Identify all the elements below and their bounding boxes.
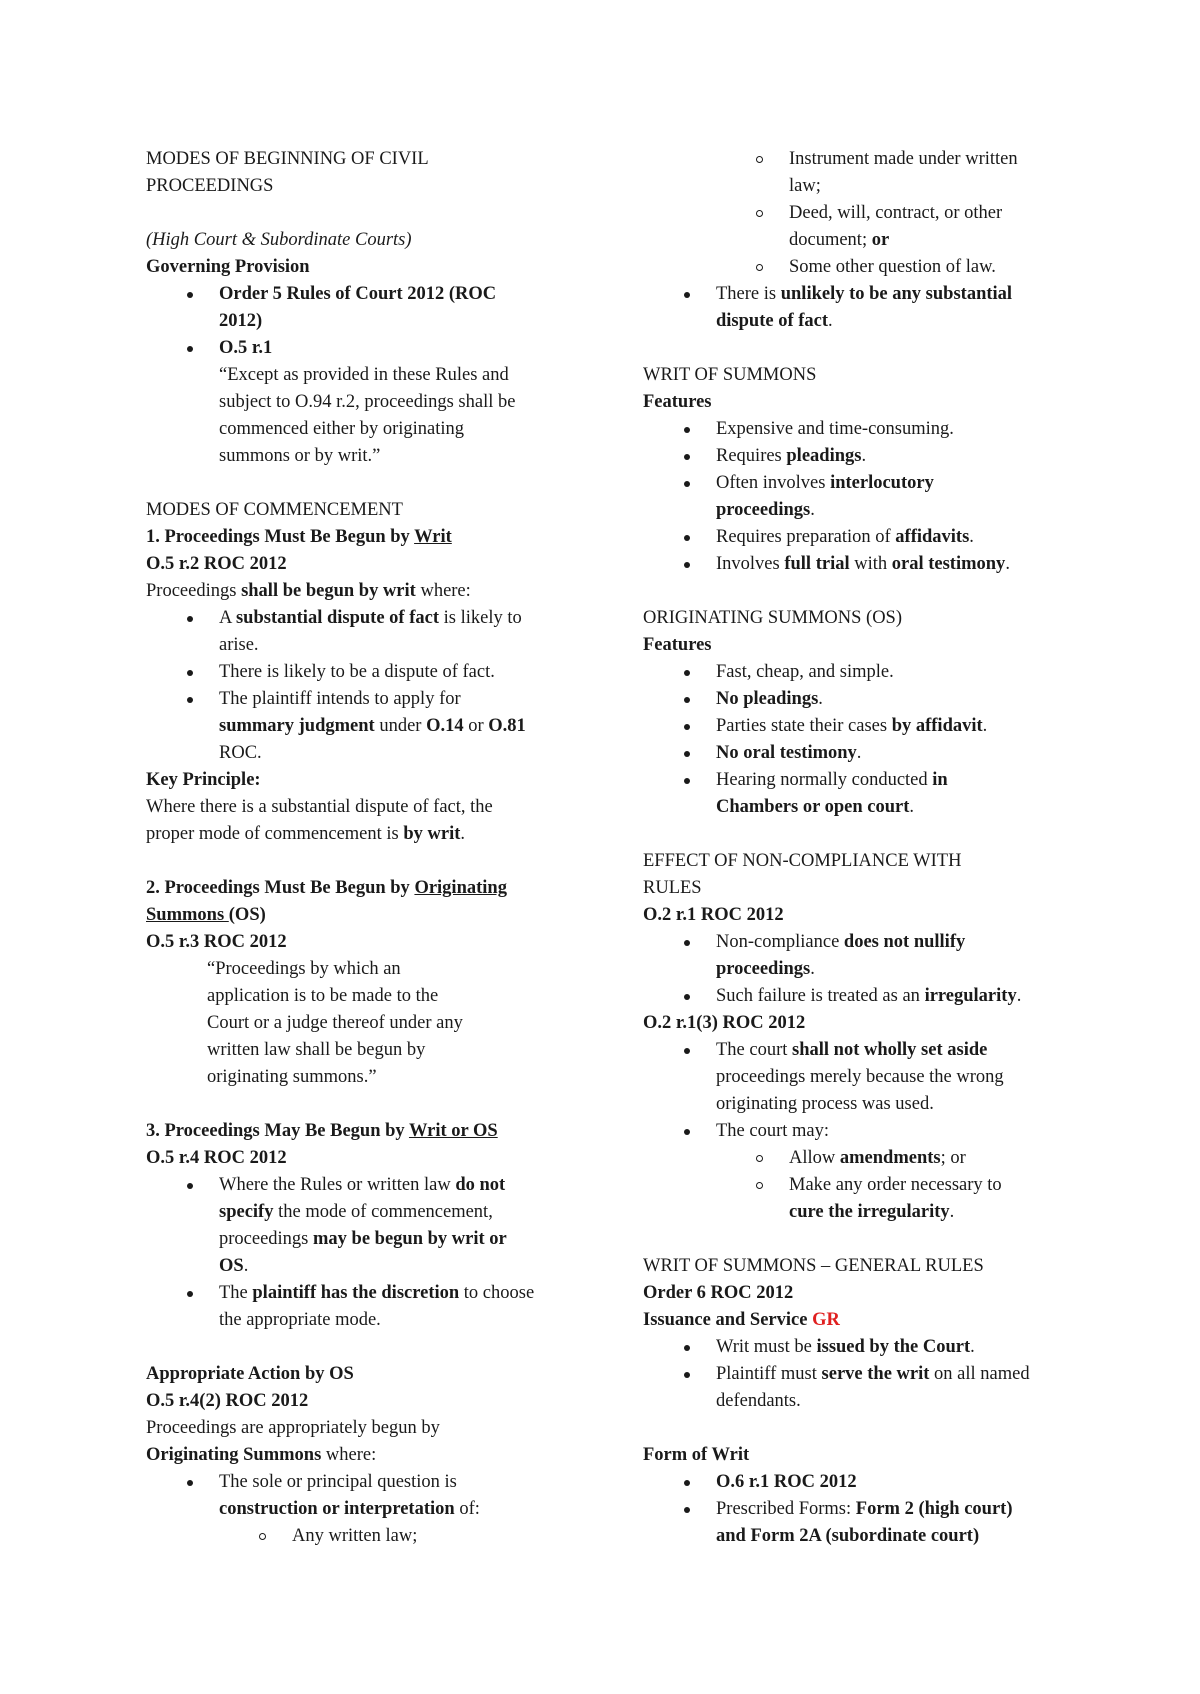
list-item: A substantial dispute of fact is likely to arise. <box>146 605 576 659</box>
os-features-heading: Features <box>643 635 712 655</box>
list-item: Parties state their cases by affidavit. <box>643 713 1073 740</box>
list-item: O.6 r.1 ROC 2012 <box>643 1469 1073 1496</box>
issuance-service-heading: Issuance and Service GR <box>643 1310 840 1330</box>
sublist-item: Allow amendments; or <box>643 1145 1073 1172</box>
gr-tag: GR <box>812 1310 840 1330</box>
sublist-item: Instrument made under written law; <box>643 146 1073 200</box>
non-compliance-list-2 <box>643 1037 1073 1145</box>
non-compliance-rule-1: O.2 r.1 ROC 2012 <box>643 905 784 925</box>
list-item: Often involves interlocutory proceedings. <box>643 470 1073 524</box>
list-item: There is likely to be a dispute of fact. <box>146 659 576 686</box>
list-item: Order 5 Rules of Court 2012 (ROC 2012) <box>146 281 576 335</box>
list-item: The plaintiff intends to apply for summary judgment under O.14 or O.81 ROC. <box>146 686 576 767</box>
non-compliance-heading: EFFECT OF NON-COMPLIANCE WITH RULES <box>643 851 962 898</box>
section-1-heading: 1. Proceedings Must Be Begun by Writ <box>146 527 452 547</box>
list-item: Such failure is treated as an irregularity. <box>643 983 1073 1010</box>
construction-list <box>643 281 1073 335</box>
section-3-heading: 3. Proceedings May Be Begun by Writ or OS <box>146 1121 498 1141</box>
general-rules-heading: WRIT OF SUMMONS – GENERAL RULES <box>643 1256 984 1276</box>
writ-features-list <box>643 416 1073 578</box>
list-item: Prescribed Forms: Form 2 (high court) and Form 2A (subordinate court) <box>643 1496 1073 1550</box>
right-column <box>643 146 1073 1550</box>
list-item: Plaintiff must serve the writ on all named defendants. <box>643 1361 1073 1415</box>
list-item: Fast, cheap, and simple. <box>643 659 1073 686</box>
governing-heading: Governing Provision <box>146 257 310 277</box>
section-3-rule: O.5 r.4 ROC 2012 <box>146 1148 287 1168</box>
writ-of-summons-heading: WRIT OF SUMMONS <box>643 365 817 385</box>
list-item: No pleadings. <box>643 686 1073 713</box>
list-item: Where the Rules or written law do not specify the mode of commencement, proceedings may be begun by writ or OS. <box>146 1172 576 1280</box>
appropriate-os-heading: Appropriate Action by OS <box>146 1364 354 1384</box>
key-principle-heading: Key Principle: <box>146 770 261 790</box>
list-item: Requires pleadings. <box>643 443 1073 470</box>
list-item: The plaintiff has the discretion to choose the appropriate mode. <box>146 1280 576 1334</box>
construction-sublist <box>643 146 1073 281</box>
form-of-writ-list <box>643 1469 1073 1550</box>
list-item: Hearing normally conducted in Chambers or open court. <box>643 767 1073 821</box>
list-item: There is unlikely to be any substantial dispute of fact. <box>643 281 1073 335</box>
governing-list <box>146 281 576 470</box>
list-item: No oral testimony. <box>643 740 1073 767</box>
list-item: Involves full trial with oral testimony. <box>643 551 1073 578</box>
section-1-rule: O.5 r.2 ROC 2012 <box>146 554 287 574</box>
courts-note: (High Court & Subordinate Courts) <box>146 230 412 250</box>
appropriate-os-rule: O.5 r.4(2) ROC 2012 <box>146 1391 309 1411</box>
list-item: Non-compliance does not nullify proceedings. <box>643 929 1073 983</box>
key-principle-text: Where there is a substantial dispute of fact, the proper mode of commencement is by writ. <box>146 797 493 844</box>
list-item: The sole or principal question is construction or interpretation of: <box>146 1469 576 1523</box>
appropriate-os-intro: Proceedings are appropriately begun by Originating Summons where: <box>146 1418 440 1465</box>
section-1-intro: Proceedings shall be begun by writ where: <box>146 581 471 601</box>
section-1-list <box>146 605 576 767</box>
list-item: Expensive and time-consuming. <box>643 416 1073 443</box>
list-item: Requires preparation of affidavits. <box>643 524 1073 551</box>
sublist-item: Deed, will, contract, or other document; or <box>643 200 1073 254</box>
left-column <box>146 146 576 1550</box>
originating-summons-heading: ORIGINATING SUMMONS (OS) <box>643 608 903 628</box>
non-compliance-rule-2: O.2 r.1(3) ROC 2012 <box>643 1013 806 1033</box>
list-item: Writ must be issued by the Court. <box>643 1334 1073 1361</box>
appropriate-os-sublist <box>146 1523 576 1550</box>
appropriate-os-list <box>146 1469 576 1523</box>
section-2-rule: O.5 r.3 ROC 2012 <box>146 932 287 952</box>
sublist-item: Any written law; <box>146 1523 576 1550</box>
list-item: O.5 r.1 “Except as provided in these Rules and subject to O.94 r.2, proceedings shall be commenced either by originating summons or by writ.” <box>146 335 576 470</box>
doc-title: MODES OF BEGINNING OF CIVIL PROCEEDINGS <box>146 149 429 196</box>
sublist-item: Some other question of law. <box>643 254 1073 281</box>
sublist-item: Make any order necessary to cure the irregularity. <box>643 1172 1073 1226</box>
modes-heading: MODES OF COMMENCEMENT <box>146 500 403 520</box>
non-compliance-list-1 <box>643 929 1073 1010</box>
section-2-heading: 2. Proceedings Must Be Begun by Originating Summons (OS) <box>146 878 507 925</box>
list-item: The court may: <box>643 1118 1073 1145</box>
writ-features-heading: Features <box>643 392 712 412</box>
general-rules-rule: Order 6 ROC 2012 <box>643 1283 794 1303</box>
court-may-sublist <box>643 1145 1073 1226</box>
list-item: The court shall not wholly set aside proceedings merely because the wrong originating process was used. <box>643 1037 1073 1118</box>
form-of-writ-heading: Form of Writ <box>643 1445 750 1465</box>
os-features-list <box>643 659 1073 821</box>
general-rules-list <box>643 1334 1073 1415</box>
section-2-quote: “Proceedings by which an application is to be made to the Court or a judge thereof under any written law shall be begun by originating summons.” <box>207 959 463 1087</box>
section-3-list <box>146 1172 576 1334</box>
